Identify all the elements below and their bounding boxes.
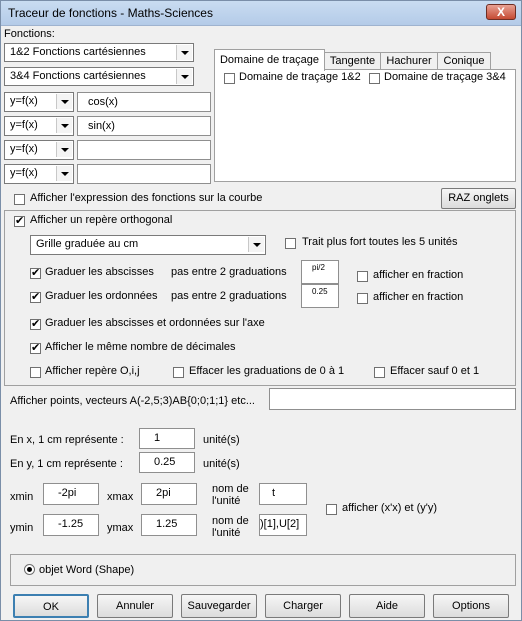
same-decimals-checkbox[interactable]: [30, 343, 41, 354]
function-2-expr-input[interactable]: [77, 116, 211, 136]
functions-12-value: 1&2 Fonctions cartésiennes: [10, 46, 146, 58]
title-bar: [1, 1, 521, 26]
step-y-label: pas entre 2 graduations: [171, 290, 287, 302]
unit-y-name-label-1: nom de: [212, 515, 249, 527]
domain-34-checkbox[interactable]: [369, 73, 380, 84]
scale-x-label: En x, 1 cm représente :: [10, 434, 124, 446]
points-input[interactable]: [269, 388, 516, 410]
function-4-type-select[interactable]: [4, 164, 74, 184]
points-label: Afficher points, vecteurs A(-2,5;3)AB{0;0;1;1} etc...: [10, 395, 255, 407]
options-button[interactable]: Options: [433, 594, 509, 618]
fraction-y-label: afficher en fraction: [373, 291, 464, 303]
ymin-label: ymin: [10, 522, 34, 534]
grad-x-label: Graduer les abscisses: [45, 266, 154, 278]
show-orthogonal-label: Afficher un repère orthogonal: [30, 214, 173, 226]
function-3-type-select[interactable]: [4, 140, 74, 160]
function-1-expr: cos(x): [88, 96, 118, 108]
functions-label: Fonctions:: [4, 28, 55, 40]
grid-type-value: Grille graduée au cm: [36, 238, 139, 250]
domain-12-label: Domaine de traçage 1&2: [239, 71, 361, 83]
scale-y-unit: unité(s): [203, 458, 240, 470]
show-expression-label: Afficher l'expression des fonctions sur la courbe: [30, 192, 263, 204]
erase-grads-label: Effacer les graduations de 0 à 1: [189, 365, 345, 377]
chevron-down-icon[interactable]: [56, 166, 72, 181]
raz-tabs-button[interactable]: RAZ onglets: [441, 188, 516, 209]
function-3-type: y=f(x): [10, 143, 38, 155]
bold-line-checkbox[interactable]: [285, 238, 296, 249]
function-1-type-select[interactable]: [4, 92, 74, 112]
grad-x-checkbox[interactable]: [30, 268, 41, 279]
show-orthogonal-checkbox[interactable]: [14, 216, 25, 227]
erase-except-label: Effacer sauf 0 et 1: [390, 365, 480, 377]
help-button[interactable]: Aide: [349, 594, 425, 618]
grid-type-select[interactable]: [30, 235, 266, 255]
xmin-label: xmin: [10, 491, 34, 503]
step-y-value: 0.25: [312, 287, 328, 296]
function-3-expr-input[interactable]: [77, 140, 211, 160]
erase-grads-checkbox[interactable]: [173, 367, 184, 378]
fraction-y-checkbox[interactable]: [357, 293, 368, 304]
radio-dot-icon: [27, 567, 32, 572]
show-axes-checkbox[interactable]: [326, 504, 337, 515]
xmax-input[interactable]: [141, 483, 197, 505]
functions-34-select[interactable]: [4, 67, 194, 86]
unit-x-value: t: [272, 487, 276, 499]
tab-panel: [214, 69, 516, 182]
show-expression-checkbox[interactable]: [14, 194, 25, 205]
scale-x-input[interactable]: [139, 428, 195, 449]
cancel-button[interactable]: Annuler: [97, 594, 173, 618]
unit-x-name-label-2: l'unité: [212, 495, 241, 507]
domain-34-label: Domaine de traçage 3&4: [384, 71, 506, 83]
scale-y-value: 0.25: [154, 456, 176, 468]
domain-12-checkbox[interactable]: [224, 73, 235, 84]
step-x-input[interactable]: [301, 260, 339, 284]
ymin-value: -1.25: [58, 518, 84, 530]
unit-x-name-label-1: nom de: [212, 483, 249, 495]
functions-34-value: 3&4 Fonctions cartésiennes: [10, 70, 146, 82]
word-object-radio[interactable]: [24, 564, 35, 575]
chevron-down-icon[interactable]: [56, 94, 72, 109]
scale-y-label: En y, 1 cm représente :: [10, 458, 123, 470]
chevron-down-icon[interactable]: [56, 142, 72, 157]
tab-tangente[interactable]: Tangente: [324, 52, 381, 70]
xmin-input[interactable]: [43, 483, 99, 505]
scale-y-input[interactable]: [139, 452, 195, 473]
chevron-down-icon[interactable]: [176, 45, 192, 60]
grad-y-checkbox[interactable]: [30, 292, 41, 303]
fraction-x-label: afficher en fraction: [373, 269, 464, 281]
grad-on-axis-label: Graduer les abscisses et ordonnées sur l'axe: [45, 317, 265, 329]
bold-line-label: Trait plus fort toutes les 5 unités: [302, 236, 458, 248]
word-object-label: objet Word (Shape): [39, 564, 135, 576]
xmax-value: 2pi: [156, 487, 171, 499]
grad-on-axis-checkbox[interactable]: [30, 319, 41, 330]
chevron-down-icon[interactable]: [56, 118, 72, 133]
function-2-expr: sin(x): [88, 120, 115, 132]
xmax-label: xmax: [107, 491, 134, 503]
step-x-label: pas entre 2 graduations: [171, 266, 287, 278]
xmin-value: -2pi: [58, 487, 77, 499]
unit-y-input[interactable]: [259, 514, 307, 536]
tab-domaine-tracage[interactable]: Domaine de traçage: [214, 49, 325, 71]
functions-12-select[interactable]: [4, 43, 194, 62]
chevron-down-icon[interactable]: [176, 69, 192, 84]
fraction-x-checkbox[interactable]: [357, 271, 368, 282]
show-oij-label: Afficher repère O,i,j: [45, 365, 140, 377]
show-oij-checkbox[interactable]: [30, 367, 41, 378]
scale-x-value: 1: [154, 432, 161, 444]
ok-button[interactable]: OK: [13, 594, 89, 618]
unit-y-value: )[1],U[2]: [260, 518, 300, 530]
function-1-type: y=f(x): [10, 95, 38, 107]
unit-y-name-label-2: l'unité: [212, 527, 241, 539]
function-4-expr-input[interactable]: [77, 164, 211, 184]
function-4-type: y=f(x): [10, 167, 38, 179]
ymax-input[interactable]: [141, 514, 197, 536]
function-2-type: y=f(x): [10, 119, 38, 131]
tab-conique[interactable]: Conique: [437, 52, 491, 70]
tab-hachurer[interactable]: Hachurer: [380, 52, 438, 70]
chevron-down-icon[interactable]: [248, 237, 264, 252]
show-axes-label: afficher (x'x) et (y'y): [342, 502, 438, 514]
erase-except-checkbox[interactable]: [374, 367, 385, 378]
save-button[interactable]: Sauvegarder: [181, 594, 257, 618]
step-x-value: pi/2: [312, 263, 325, 272]
step-y-input[interactable]: [301, 284, 339, 308]
scale-x-unit: unité(s): [203, 434, 240, 446]
function-1-expr-input[interactable]: [77, 92, 211, 112]
grad-y-label: Graduer les ordonnées: [45, 290, 158, 302]
same-decimals-label: Afficher le même nombre de décimales: [45, 341, 236, 353]
ymax-value: 1.25: [156, 518, 178, 530]
unit-x-input[interactable]: [259, 483, 307, 505]
ymax-label: ymax: [107, 522, 134, 534]
ymin-input[interactable]: [43, 514, 99, 536]
window-title: Traceur de fonctions - Maths-Sciences: [8, 6, 213, 20]
function-2-type-select[interactable]: [4, 116, 74, 136]
close-button[interactable]: X: [486, 4, 516, 20]
load-button[interactable]: Charger: [265, 594, 341, 618]
